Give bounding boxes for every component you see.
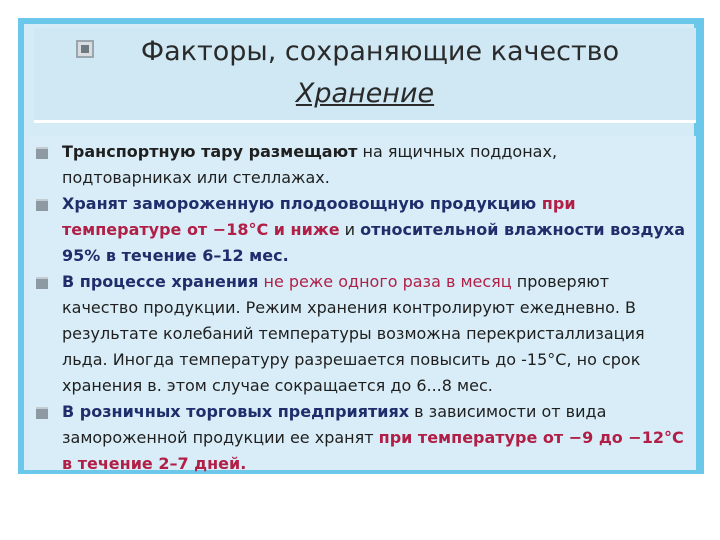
text-span: при температуре от −9 до −12°С в течение 2–7 дней. xyxy=(62,428,684,473)
title-area xyxy=(34,28,696,123)
list-item xyxy=(62,139,690,191)
list-item xyxy=(62,269,690,399)
bullet-list xyxy=(62,139,690,477)
bar-bullet-icon xyxy=(36,199,48,211)
text-span: при температуре от xyxy=(62,194,576,239)
text-span: Транспортную тару размещают xyxy=(62,142,358,161)
list-item xyxy=(62,399,690,477)
bar-bullet-icon xyxy=(36,407,48,419)
list-item xyxy=(62,191,690,269)
text-span: и xyxy=(339,220,361,239)
text-span: В процессе хранения xyxy=(62,272,259,291)
text-span: в зависимости от вида замороженной продукции ее хранят xyxy=(62,402,607,447)
bar-bullet-icon xyxy=(36,277,48,289)
text-span: В розничных торговых предприятиях xyxy=(62,402,410,421)
text-span: −18°С и ниже xyxy=(212,220,340,239)
slide-title: Факторы, сохраняющие качество xyxy=(140,36,620,67)
text-span: относительной влажности воздуха 95% в течение 6–12 мес. xyxy=(62,220,685,265)
text-span: проверяют качество продукции. Режим хранения контролируют ежедневно. В результате колебаний температуры возможна перекристаллизация льда. Иногда температуру разрешается повысить до -15°С, но срок хранения в. этом случае сокращается до 6...8 мес. xyxy=(62,272,645,395)
bar-bullet-icon xyxy=(36,147,48,159)
text-span: на ящичных поддонах, подтоварниках или стеллажах. xyxy=(62,142,558,187)
text-span: Хранят замороженную плодоовощную продукцию xyxy=(62,194,537,213)
text-span: не реже одного раза в месяц xyxy=(258,272,512,291)
slide-subtitle: Хранение xyxy=(295,78,435,109)
